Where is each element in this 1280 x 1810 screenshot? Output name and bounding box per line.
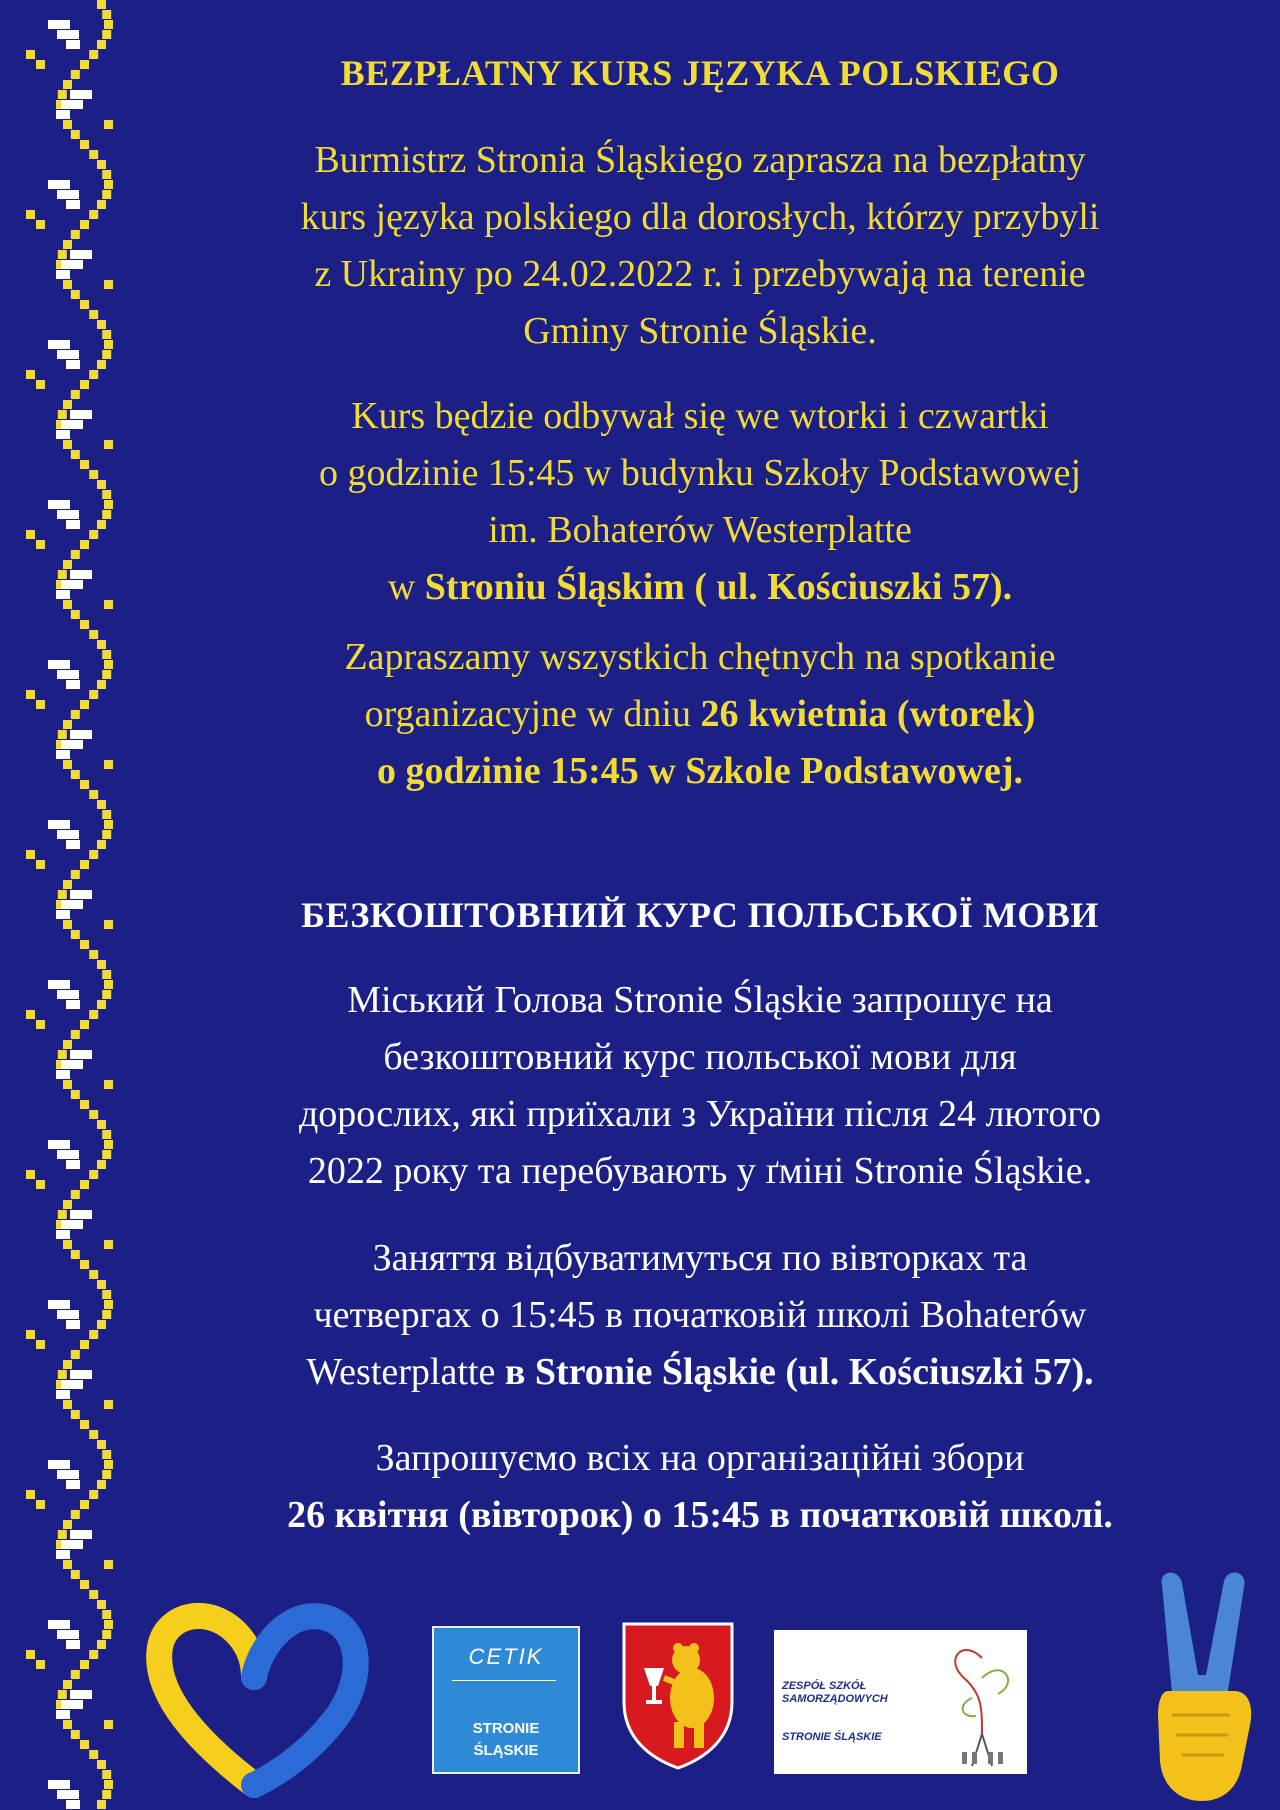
ukrainian-invitation-paragraph — [120, 1430, 1280, 1544]
ukrainian-invitation-line: Запрошуємо всіх на організаційні збори — [375, 1437, 1025, 1479]
ukrainian-title: БЕЗКОШТОВНИЙ КУРС ПОЛЬСЬКОЇ МОВИ — [301, 895, 1099, 935]
school-logo-line1: ZESPÓŁ SZKÓŁ — [782, 1680, 867, 1692]
ukrainian-intro-line: безкоштовний курс польської мови для — [383, 1036, 1017, 1078]
embroidery-border-icon — [0, 0, 125, 1810]
ukrainian-schedule-line: четвергах о 15:45 в початковій школі Bohaterów — [313, 1294, 1087, 1336]
polish-meeting-date: 26 kwietnia (wtorek) — [700, 693, 1036, 735]
polish-schedule-prefix: w — [387, 566, 425, 608]
polish-invitation-line — [120, 686, 1280, 743]
cetik-town-line2: ŚLĄSKIE — [473, 1742, 539, 1759]
cetik-logo — [432, 1626, 580, 1774]
polish-schedule-line — [120, 559, 1280, 616]
polish-invitation-paragraph — [120, 629, 1280, 800]
cetik-divider — [452, 1680, 556, 1681]
school-complex-logo — [774, 1630, 1027, 1774]
ukrainian-address: в Stronie Śląskie (ul. Kościuszki 57). — [504, 1351, 1094, 1393]
heart-icon — [142, 1585, 372, 1800]
polish-title: BEZPŁATNY KURS JĘZYKA POLSKIEGO — [340, 53, 1060, 93]
ukrainian-intro-line: дорослих, які приїхали з України після 24 лютого — [298, 1093, 1102, 1135]
ukrainian-invitation-line — [120, 1487, 1280, 1544]
ukrainian-meeting-details: 26 квітня (вівторок) о 15:45 в початковій школі. — [287, 1494, 1113, 1536]
school-logo-emblem-icon — [942, 1638, 1022, 1768]
cetik-name: CETIK — [468, 1644, 544, 1669]
polish-invitation-line: Zapraszamy wszystkich chętnych na spotkanie — [344, 636, 1056, 678]
ukrainian-intro-line: Міський Голова Stronie Śląskie запрошує на — [347, 979, 1053, 1021]
polish-meeting-time-place: o godzinie 15:45 w Szkole Podstawowej. — [377, 750, 1023, 792]
school-logo-line3: STRONIE ŚLĄSKIE — [782, 1731, 882, 1743]
polish-schedule-line: Kurs będzie odbywał się we wtorki i czwartki — [351, 395, 1049, 437]
ukrainian-intro-paragraph — [120, 972, 1280, 1200]
polish-schedule-paragraph — [120, 388, 1280, 616]
polish-intro-line: z Ukrainy po 24.02.2022 r. i przebywają na terenie — [314, 253, 1086, 295]
polish-intro-line: Gminy Stronie Śląskie. — [523, 310, 877, 352]
polish-intro-paragraph — [120, 132, 1280, 360]
polish-invitation-line — [120, 743, 1280, 800]
polish-address: Stroniu Śląskim ( ul. Kościuszki 57). — [424, 566, 1013, 608]
ukrainian-section-title — [120, 894, 1280, 936]
polish-section-title — [120, 52, 1280, 94]
polish-intro-line: kurs języka polskiego dla dorosłych, którzy przybyli — [300, 196, 1100, 238]
ukrainian-schedule-line — [120, 1344, 1280, 1401]
coat-of-arms-icon — [620, 1620, 736, 1770]
polish-schedule-line: o godzinie 15:45 w budynku Szkoły Podstawowej — [318, 452, 1082, 494]
ukrainian-intro-line: 2022 року та перебувають у ґміні Stronie Śląskie. — [307, 1150, 1093, 1192]
victory-hand-icon — [1132, 1565, 1272, 1805]
ukrainian-schedule-prefix: Westerplatte — [306, 1351, 505, 1393]
ukrainian-schedule-paragraph — [120, 1230, 1280, 1401]
polish-intro-line: Burmistrz Stronia Śląskiego zaprasza na bezpłatny — [314, 139, 1086, 181]
polish-schedule-line: im. Bohaterów Westerplatte — [488, 509, 912, 551]
school-logo-line2: SAMORZĄDOWYCH — [782, 1693, 888, 1705]
cetik-town-line1: STRONIE — [472, 1720, 540, 1737]
polish-invitation-prefix: organizacyjne w dniu — [364, 693, 701, 735]
ukrainian-schedule-line: Заняття відбуватимуться по вівторках та — [372, 1237, 1028, 1279]
